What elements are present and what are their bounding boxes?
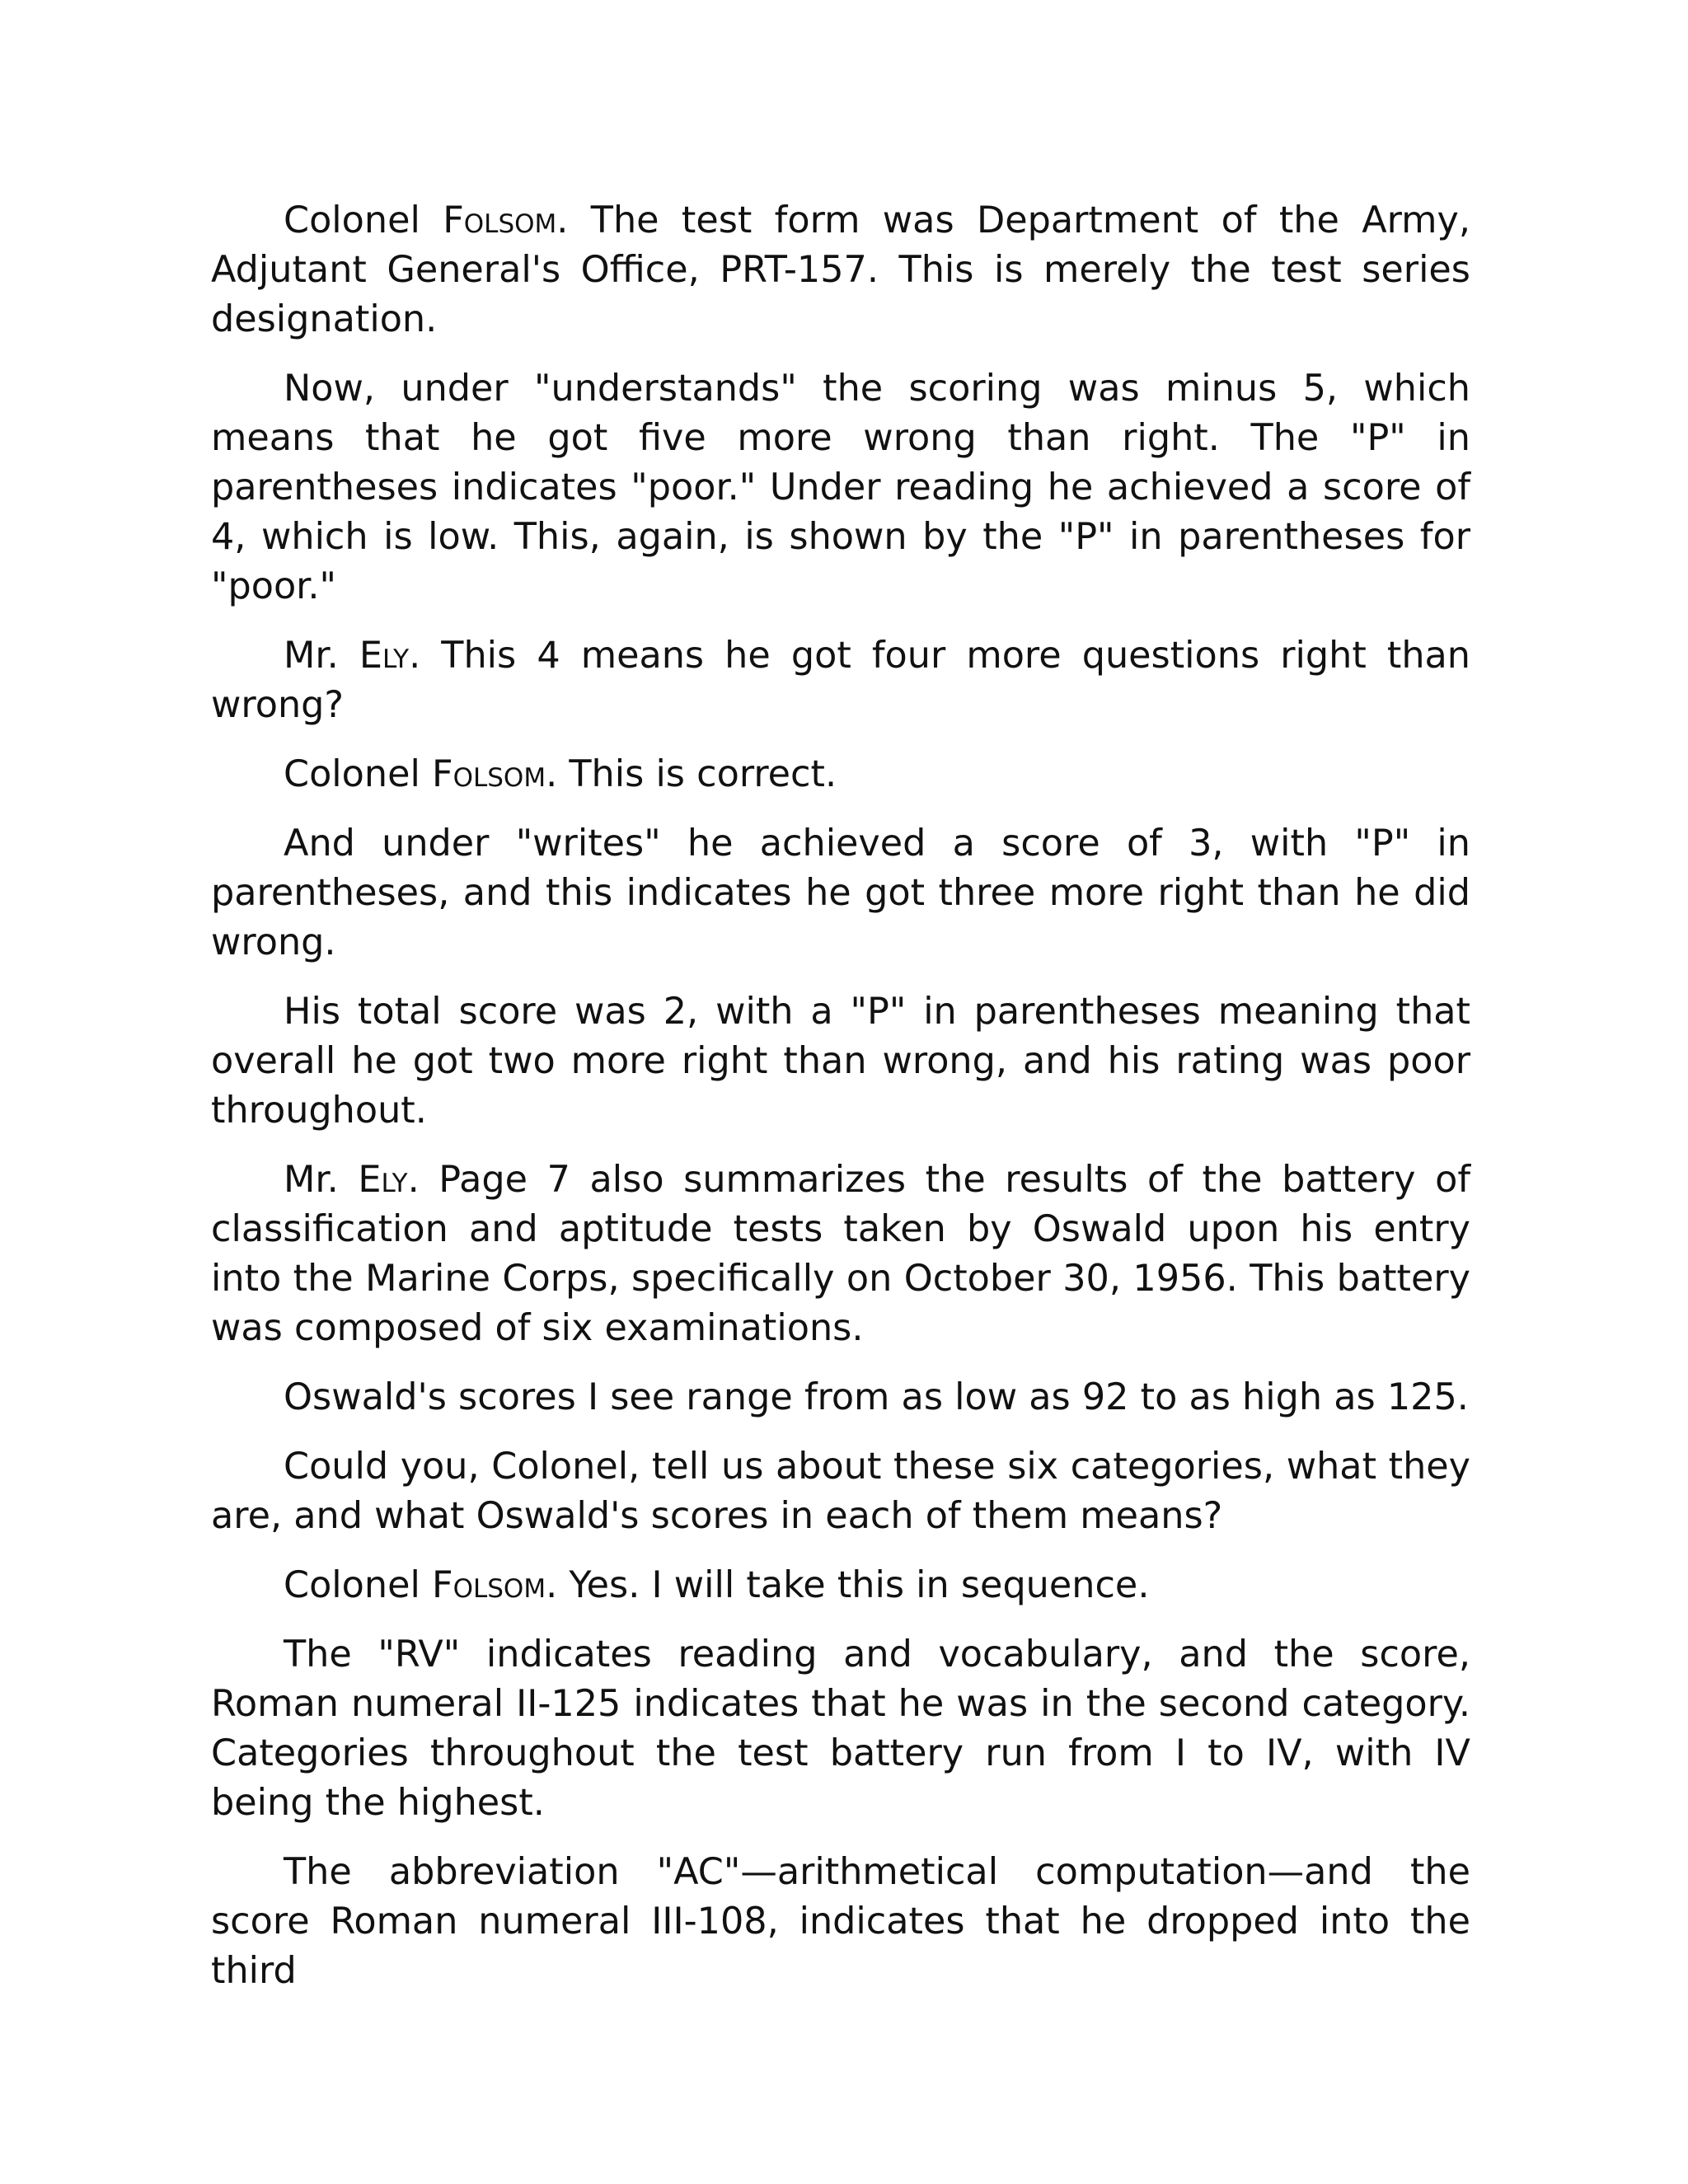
paragraph-text: . Yes. I will take this in sequence. xyxy=(546,1564,1150,1606)
paragraph-text: Now, under "understands" the scoring was minus 5, which means that he got five more wrong than right. The "P" in parentheses indicates "poor." Under reading he achieved a score of 4, which is low. This, again, is shown by the "P" in parentheses for "poor." xyxy=(211,368,1470,607)
paragraph-text: The abbreviation "AC"—arithmetical computation—and the score Roman numeral III-108, indicates that he dropped into the third xyxy=(211,1851,1470,1992)
paragraph-5 xyxy=(211,819,1470,968)
paragraph-text: . This is correct. xyxy=(546,753,837,795)
paragraph-text: . Page 7 also summarizes the results of the battery of classification and aptitude tests taken by Oswald upon his entry into the Marine Corps, specifically on October 30, 1956. This battery was composed of six examinations. xyxy=(211,1159,1470,1349)
paragraph-1 xyxy=(211,196,1470,344)
paragraph-text: . The test form was Department of the Army, Adjutant General's Office, PRT-157. This is merely the test series designation. xyxy=(211,199,1470,340)
paragraph-6 xyxy=(211,987,1470,1136)
paragraph-text: The "RV" indicates reading and vocabulary, and the score, Roman numeral II-125 indicates that he was in the second category. Categories throughout the test battery run from I to IV, with IV being the highest. xyxy=(211,1633,1470,1824)
speaker-name: Folsom xyxy=(431,1564,546,1606)
paragraph-text: And under "writes" he achieved a score of 3, with "P" in parentheses, and this indicates he got three more right than he did wrong. xyxy=(211,823,1470,963)
paragraph-9 xyxy=(211,1442,1470,1541)
speaker-name: Ely xyxy=(359,635,410,677)
paragraph-text: . This 4 means he got four more questions right than wrong? xyxy=(211,635,1470,726)
paragraph-text: His total score was 2, with a "P" in parentheses meaning that overall he got two more right than wrong, and his rating was poor throughout. xyxy=(211,991,1470,1132)
speaker-title: Colonel xyxy=(284,753,432,795)
speaker-name: Folsom xyxy=(431,753,546,795)
paragraph-2 xyxy=(211,364,1470,612)
paragraph-3 xyxy=(211,631,1470,730)
speaker-title: Colonel xyxy=(284,1564,432,1606)
speaker-name: Ely xyxy=(358,1159,408,1201)
speaker-title: Mr. xyxy=(284,635,359,677)
testimony-page xyxy=(211,196,1470,2016)
paragraph-4 xyxy=(211,750,1470,799)
paragraph-7 xyxy=(211,1155,1470,1353)
paragraph-11 xyxy=(211,1630,1470,1828)
paragraph-10 xyxy=(211,1561,1470,1610)
paragraph-text: Oswald's scores I see range from as low as 92 to as high as 125. xyxy=(284,1376,1469,1418)
paragraph-8 xyxy=(211,1373,1470,1422)
paragraph-text: Could you, Colonel, tell us about these six categories, what they are, and what Oswald's scores in each of them means? xyxy=(211,1446,1470,1537)
speaker-name: Folsom xyxy=(443,199,557,241)
paragraph-12 xyxy=(211,1848,1470,1996)
speaker-title: Mr. xyxy=(284,1159,359,1201)
speaker-title: Colonel xyxy=(284,199,443,241)
